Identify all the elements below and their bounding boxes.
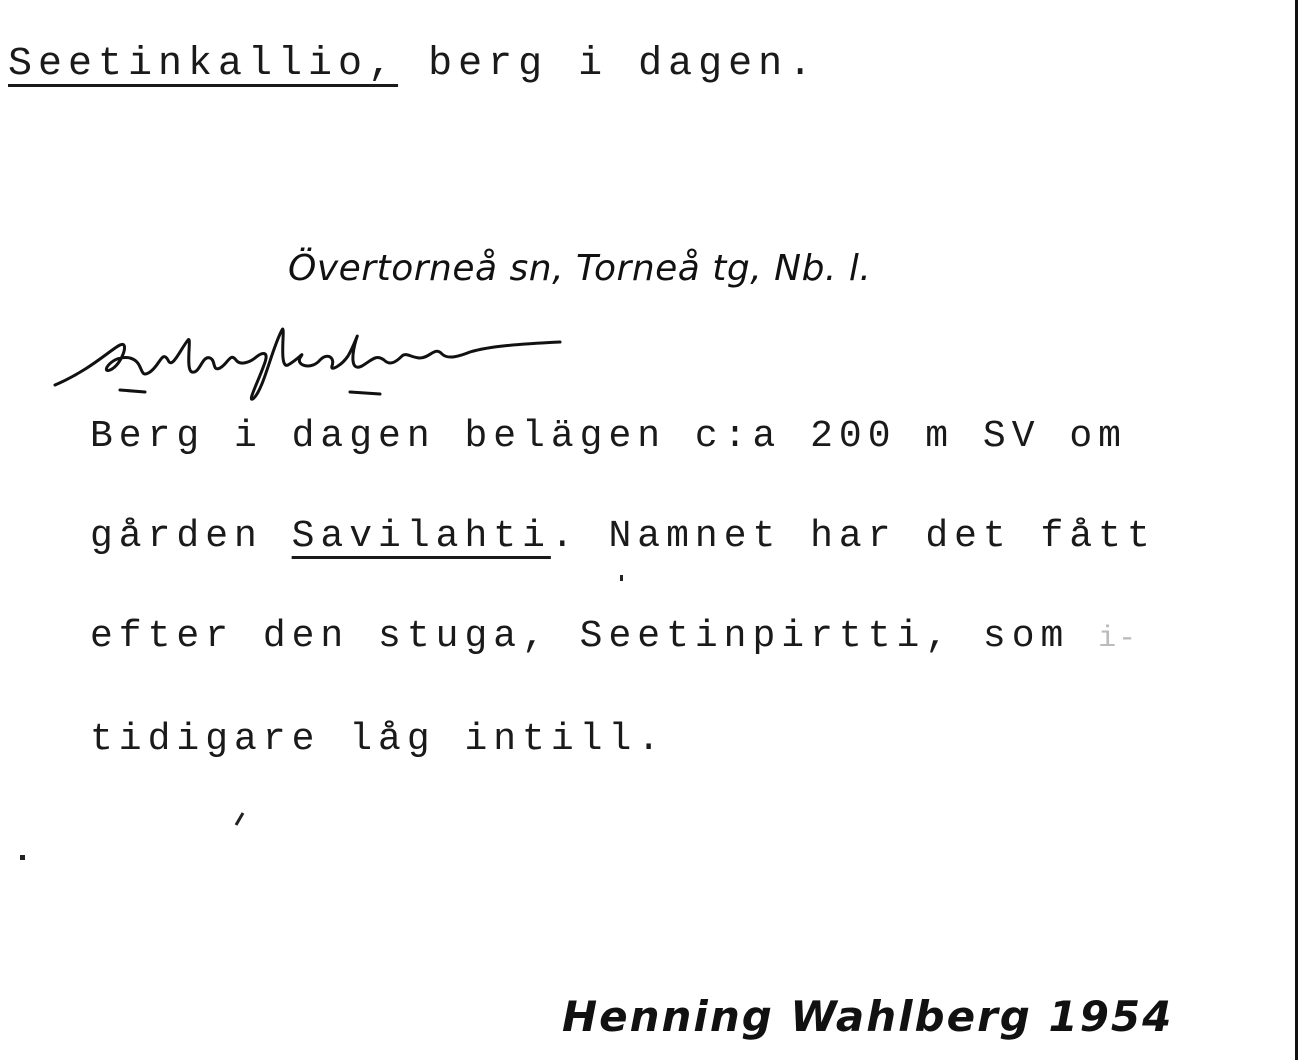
signature: Henning Wahlberg 1954: [562, 992, 1174, 1041]
card-edge-line: [1295, 0, 1298, 1060]
body-line-4: tidigare låg intill.: [90, 718, 667, 761]
body-line-3-text: efter den stuga, Seetinpirtti, som: [90, 615, 1070, 658]
handwritten-note-text: setinkalio: [50, 310, 54, 311]
parish-line: Övertorneå sn, Torneå tg, Nb. l.: [288, 248, 872, 289]
ink-speck: [20, 855, 25, 860]
body-line-3-faded: i-: [1098, 622, 1139, 656]
body-line-2-suffix: . Namnet har det fått: [550, 515, 1156, 558]
body-line-2: [90, 515, 1156, 558]
place-name-savilahti: Savilahti: [291, 515, 551, 558]
ink-speck: [620, 575, 623, 581]
body-line-3: [90, 615, 1138, 658]
body-line-1: Berg i dagen belägen c:a 200 m SV om: [90, 415, 1127, 458]
handwritten-note: [50, 310, 570, 410]
ink-speck: [235, 812, 245, 826]
headword: Seetinkallio,: [8, 42, 399, 87]
body-line-2-prefix: gården: [90, 515, 292, 558]
headword-line: [8, 42, 818, 87]
headword-gloss: berg i dagen.: [398, 42, 819, 87]
